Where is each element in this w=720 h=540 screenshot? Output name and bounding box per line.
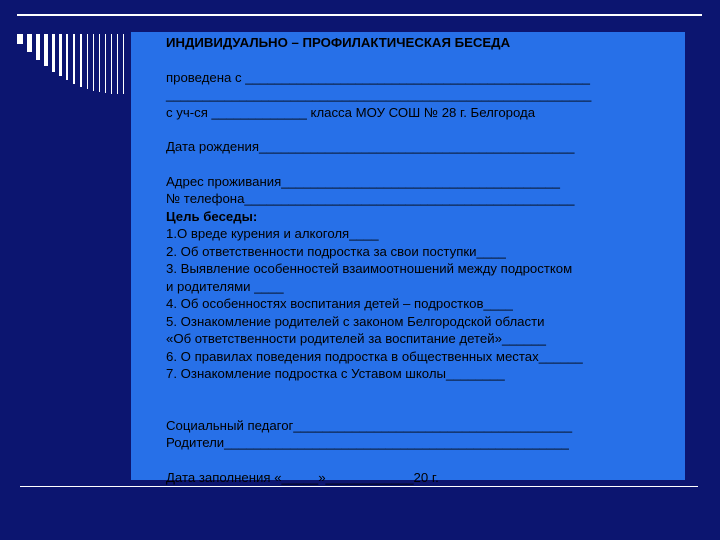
stripe xyxy=(87,34,88,89)
stripe xyxy=(27,34,32,52)
stripe xyxy=(111,34,112,94)
goal-heading: Цель беседы: xyxy=(166,208,258,224)
stripe xyxy=(44,34,48,66)
bottom-border-line xyxy=(20,486,698,487)
form-title: ИНДИВИДУАЛЬНО – ПРОФИЛАКТИЧЕСКАЯ БЕСЕДА xyxy=(166,35,511,50)
stripe xyxy=(73,34,75,84)
stripe xyxy=(117,34,118,94)
goal-item: 5. Ознакомление родителей с законом Белгородской области xyxy=(166,313,545,329)
phone-field: № телефона_____________________________________________ xyxy=(166,191,575,206)
goal-item: 6. О правилах поведения подростка в общественных местах______ xyxy=(166,348,583,364)
stripe xyxy=(36,34,40,60)
goal-item: «Об ответственности родителей за воспитание детей»______ xyxy=(166,331,546,346)
goal-item: 3. Выявление особенностей взаимоотношений между подростком xyxy=(166,261,573,276)
student-class-field: с уч-ся _____________ класса МОУ СОШ № 28 г. Белгорода xyxy=(166,104,536,120)
conversation-form xyxy=(166,32,636,486)
goal-item: и родителями ____ xyxy=(166,278,284,294)
top-border-line xyxy=(17,14,702,16)
address-field: Адрес проживания______________________________________ xyxy=(166,173,560,189)
social-teacher-field: Социальный педагог______________________________________ xyxy=(166,417,573,433)
parents-field: Родители_______________________________________________ xyxy=(166,435,569,450)
stripe xyxy=(80,34,82,87)
goal-item: 2. Об ответственности подростка за свои поступки____ xyxy=(166,243,506,259)
goal-item: 7. Ознакомление подростка с Уставом школы________ xyxy=(166,366,505,381)
stripe xyxy=(105,34,106,93)
fill-date-field: Дата заполнения «_____»____________20 г. xyxy=(166,469,439,485)
decorative-stripes xyxy=(17,34,127,94)
stripe xyxy=(93,34,94,91)
goal-item: 4. Об особенностях воспитания детей – подростков____ xyxy=(166,296,513,311)
conducted-with-field: проведена с _______________________________________________ xyxy=(166,69,590,85)
blank-line-field: __________________________________________________________ xyxy=(166,87,592,102)
stripe xyxy=(59,34,62,76)
stripe xyxy=(123,34,124,94)
stripe xyxy=(66,34,68,80)
stripe xyxy=(99,34,100,92)
birth-date-field: Дата рождения___________________________________________ xyxy=(166,139,575,154)
stripe xyxy=(17,34,23,44)
goal-item: 1.О вреде курения и алкоголя____ xyxy=(166,226,379,241)
stripe xyxy=(52,34,55,72)
